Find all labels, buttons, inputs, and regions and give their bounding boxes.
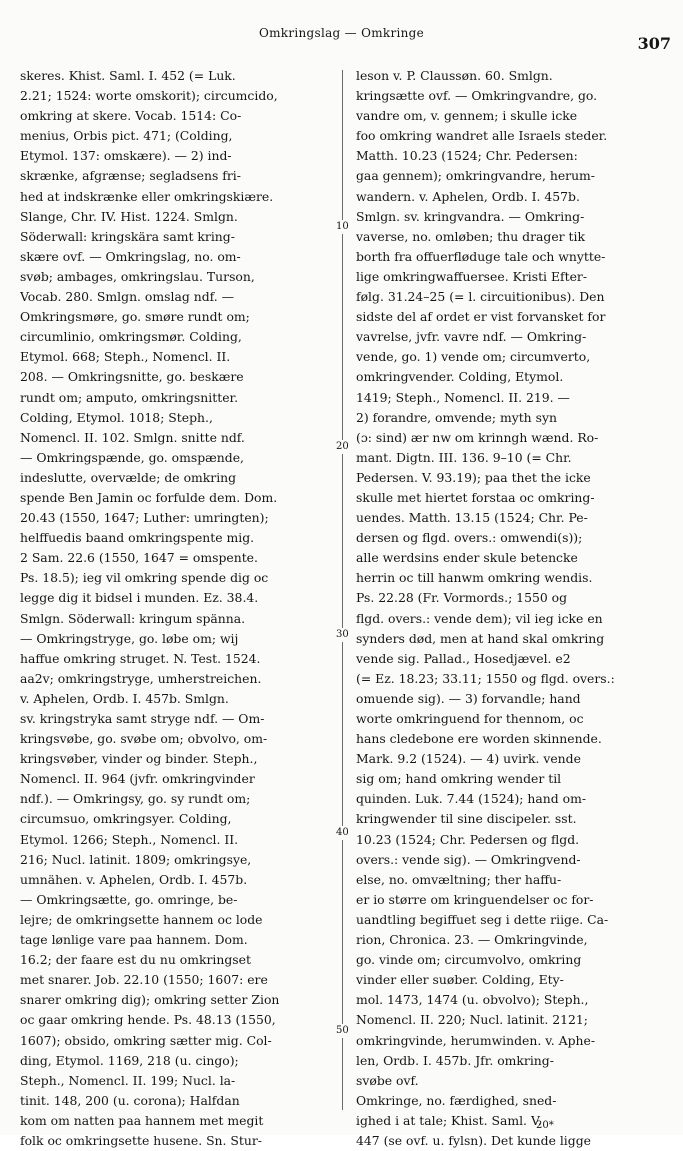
text-line: 1419; Steph., Nomencl. II. 219. —	[356, 389, 570, 405]
text-line: skulle met hiertet forstaa oc omkring-	[356, 489, 595, 505]
text-line: 208. — Omkringsnitte, go. beskære	[20, 369, 244, 385]
text-line: 20.43 (1550, 1647; Luther: umringten);	[20, 510, 269, 526]
text-line: synders død, men at hand skal omkring	[356, 630, 605, 646]
text-line: — Omkringspænde, go. omspænde,	[20, 449, 244, 465]
text-line: Mark. 9.2 (1524). — 4) uvirk. vende	[356, 751, 581, 767]
text-line: helffuedis baand omkringspente mig.	[20, 530, 255, 546]
text-line: folk oc omkringsette husene. Sn. Stur-	[20, 1132, 262, 1148]
text-line: — Omkringsætte, go. omringe, be-	[20, 891, 238, 907]
text-line: spende Ben Jamin oc forfulde dem. Dom.	[20, 489, 278, 505]
right-column	[356, 66, 668, 1151]
text-line: oc gaar omkring hende. Ps. 48.13 (1550,	[20, 1012, 276, 1028]
text-line: circumsuo, omkringsyer. Colding,	[20, 811, 232, 827]
text-line: 2) forandre, omvende; myth syn	[356, 409, 557, 425]
text-line: overs.: vende sig). — Omkringvend-	[356, 851, 581, 867]
text-line: else, no. omvæltning; ther haffu-	[356, 871, 562, 887]
text-line: wandern. v. Aphelen, Ordb. I. 457b.	[356, 188, 580, 204]
text-line: foo omkring wandret alle Israels steder.	[356, 128, 608, 144]
text-line: menius, Orbis pict. 471; (Colding,	[20, 128, 233, 144]
text-line: dersen og flgd. overs.: omwendi(s));	[356, 530, 583, 546]
line-number-10: 10	[336, 221, 349, 232]
text-line: worte omkringuend for thennom, oc	[356, 711, 584, 726]
text-line: (ɔ: sind) ær nw om krinngh wænd. Ro-	[356, 429, 599, 445]
page-number: 307	[637, 34, 671, 53]
line-number-20: 20	[336, 441, 349, 452]
text-line: Omkringsmøre, go. smøre rundt om;	[20, 309, 250, 325]
text-line: indeslutte, overvælde; de omkring	[20, 469, 237, 485]
text-line: quinden. Luk. 7.44 (1524); hand om-	[356, 791, 587, 807]
text-line: Ps. 22.28 (Fr. Vormords.; 1550 og	[356, 590, 568, 606]
text-line: borth fra offuerfløduge tale och wnytte-	[356, 248, 606, 264]
text-line: Pedersen. V. 93.19); paa thet the icke	[356, 469, 591, 485]
text-line: Vocab. 280. Smlgn. omslag ndf. —	[20, 289, 235, 305]
text-line: ding, Etymol. 1169, 218 (u. cingo);	[20, 1052, 239, 1068]
text-line: kringsvøbe, go. svøbe om; obvolvo, om-	[20, 731, 268, 747]
text-line: kringwender til sine discipeler. sst.	[356, 811, 577, 827]
text-line: aa2v; omkringstryge, umherstreichen.	[20, 670, 262, 686]
text-line: Etymol. 137: omskære). — 2) ind-	[20, 148, 232, 164]
text-line: alle werdsins ender skule betencke	[356, 550, 578, 566]
text-line: 447 (se ovf. u. fylsn). Det kunde ligge	[356, 1132, 591, 1148]
text-line: Steph., Nomencl. II. 199; Nucl. la-	[20, 1072, 236, 1088]
text-line: snarer omkring dig); omkring setter Zion	[20, 992, 280, 1008]
text-line: er io større om kringuendelser oc for-	[356, 891, 594, 907]
text-line: mant. Digtn. III. 136. 9–10 (= Chr.	[356, 449, 572, 465]
text-line: uandtling begiffuet seg i dette riige. Ca-	[356, 911, 609, 927]
text-line: leson v. P. Claussøn. 60. Smlgn.	[356, 68, 553, 83]
text-line: Smlgn. Söderwall: kringum spänna.	[20, 610, 246, 626]
text-line: svøb; ambages, omkringslau. Turson,	[20, 268, 255, 284]
text-line: vinder eller suøber. Colding, Ety-	[356, 972, 564, 988]
text-line: 216; Nucl. latinit. 1809; omkringsye,	[20, 851, 252, 867]
text-line: vandre om, v. gennem; i skulle icke	[356, 108, 578, 124]
text-line: hans cledebone ere worden skinnende.	[356, 731, 602, 747]
line-number-30: 30	[336, 629, 349, 640]
text-line: (= Ez. 18.23; 33.11; 1550 og flgd. overs.:	[356, 670, 615, 686]
line-number-50: 50	[336, 1025, 349, 1036]
text-line: tinit. 148, 200 (u. corona); Halfdan	[20, 1092, 240, 1108]
text-line: omuende sig). — 3) forvandle; hand	[356, 690, 581, 706]
text-line: omkringvinde, herumwinden. v. Aphe-	[356, 1032, 596, 1048]
text-line: mol. 1473, 1474 (u. obvolvo); Steph.,	[356, 992, 589, 1008]
text-line: Söderwall: kringskära samt kring-	[20, 228, 235, 244]
text-line: rundt om; amputo, omkringsnitter.	[20, 389, 239, 405]
text-line: ighed i at tale; Khist. Saml. V.	[356, 1112, 542, 1128]
text-line: tage lønlige vare paa hannem. Dom.	[20, 932, 248, 948]
text-line: 2 Sam. 22.6 (1550, 1647 = omspente.	[20, 550, 258, 566]
text-line: Etymol. 668; Steph., Nomencl. II.	[20, 349, 231, 365]
text-line: ndf.). — Omkringsy, go. sy rundt om;	[20, 791, 251, 807]
text-line: umnähen. v. Aphelen, Ordb. I. 457b.	[20, 871, 248, 887]
text-line: Nomencl. II. 964 (jvfr. omkringvinder	[20, 771, 255, 787]
text-line: flgd. overs.: vende dem); vil ieg icke en	[356, 610, 603, 626]
text-line: Nomencl. II. 220; Nucl. latinit. 2121;	[356, 1012, 588, 1028]
text-line: herrin oc till hanwm omkring wendis.	[356, 570, 593, 586]
text-line: legge dig it bidsel i munden. Ez. 38.4.	[20, 590, 259, 606]
text-line: vende, go. 1) vende om; circumverto,	[356, 349, 591, 365]
text-line: Nomencl. II. 102. Smlgn. snitte ndf.	[20, 429, 245, 445]
text-line: 1607); obsido, omkring sætter mig. Col-	[20, 1032, 272, 1048]
text-line: v. Aphelen, Ordb. I. 457b. Smlgn.	[20, 690, 229, 706]
signature-mark: 20*	[536, 1120, 554, 1131]
text-line: omkringvender. Colding, Etymol.	[356, 369, 564, 385]
text-line: Slange, Chr. IV. Hist. 1224. Smlgn.	[20, 208, 238, 224]
text-line: Smlgn. sv. kringvandra. — Omkring-	[356, 208, 585, 224]
text-line: sig om; hand omkring wender til	[356, 771, 562, 787]
text-line: skære ovf. — Omkringslag, no. om-	[20, 248, 241, 264]
text-line: rion, Chronica. 23. — Omkringvinde,	[356, 932, 588, 948]
text-line: skeres. Khist. Saml. I. 452 (= Luk.	[20, 68, 236, 83]
line-number-40: 40	[336, 827, 349, 838]
text-line: lige omkringwaffuersee. Kristi Efter-	[356, 268, 588, 284]
text-line: kom om natten paa hannem met megit	[20, 1112, 264, 1128]
text-line: vaverse, no. omløben; thu drager tik	[356, 228, 585, 244]
text-line: circumlinio, omkringsmør. Colding,	[20, 329, 242, 345]
text-line: vavrelse, jvfr. vavre ndf. — Omkring-	[356, 329, 587, 345]
text-line: kringsvøber, vinder og binder. Steph.,	[20, 751, 258, 767]
text-line: 16.2; der faare est du nu omkringset	[20, 952, 251, 968]
text-line: Matth. 10.23 (1524; Chr. Pedersen:	[356, 148, 578, 164]
text-line: sidste del af ordet er vist forvansket for	[356, 309, 606, 325]
text-line: haffue omkring struget. N. Test. 1524.	[20, 650, 261, 666]
text-line: — Omkringstryge, go. løbe om; wij	[20, 630, 239, 646]
text-line: 10.23 (1524; Chr. Pedersen og flgd.	[356, 831, 580, 847]
text-line: uendes. Matth. 13.15 (1524; Chr. Pe-	[356, 510, 588, 526]
text-line: kringsætte ovf. — Omkringvandre, go.	[356, 88, 598, 104]
text-line: Ps. 18.5); ieg vil omkring spende dig oc	[20, 570, 269, 586]
text-line: go. vinde om; circumvolvo, omkring	[356, 952, 582, 968]
text-line: lejre; de omkringsette hannem oc lode	[20, 911, 263, 927]
text-line: svøbe ovf.	[356, 1072, 419, 1088]
text-line: gaa gennem); omkringvandre, herum-	[356, 168, 595, 184]
text-line: Colding, Etymol. 1018; Steph.,	[20, 409, 213, 425]
text-line: sv. kringstryka samt stryge ndf. — Om-	[20, 711, 265, 726]
left-column	[20, 66, 332, 1151]
text-line: følg. 31.24–25 (= l. circuitionibus). Den	[356, 289, 605, 305]
text-line: met snarer. Job. 22.10 (1550; 1607: ere	[20, 972, 268, 988]
text-line: Omkringe, no. færdighed, sned-	[356, 1092, 557, 1108]
text-line: vende sig. Pallad., Hosedjævel. e2	[356, 650, 571, 666]
text-line: skrænke, afgrænse; segladsens fri-	[20, 168, 241, 184]
text-line: Etymol. 1266; Steph., Nomencl. II.	[20, 831, 239, 847]
text-line: omkring at skere. Vocab. 1514: Co-	[20, 108, 242, 124]
text-line: hed at indskrænke eller omkringskiære.	[20, 188, 274, 204]
text-line: len, Ordb. I. 457b. Jfr. omkring-	[356, 1052, 554, 1068]
running-head: Omkringslag — Omkringe	[258, 26, 425, 40]
text-line: 2.21; 1524: worte omskorit); circumcido,	[20, 88, 278, 104]
